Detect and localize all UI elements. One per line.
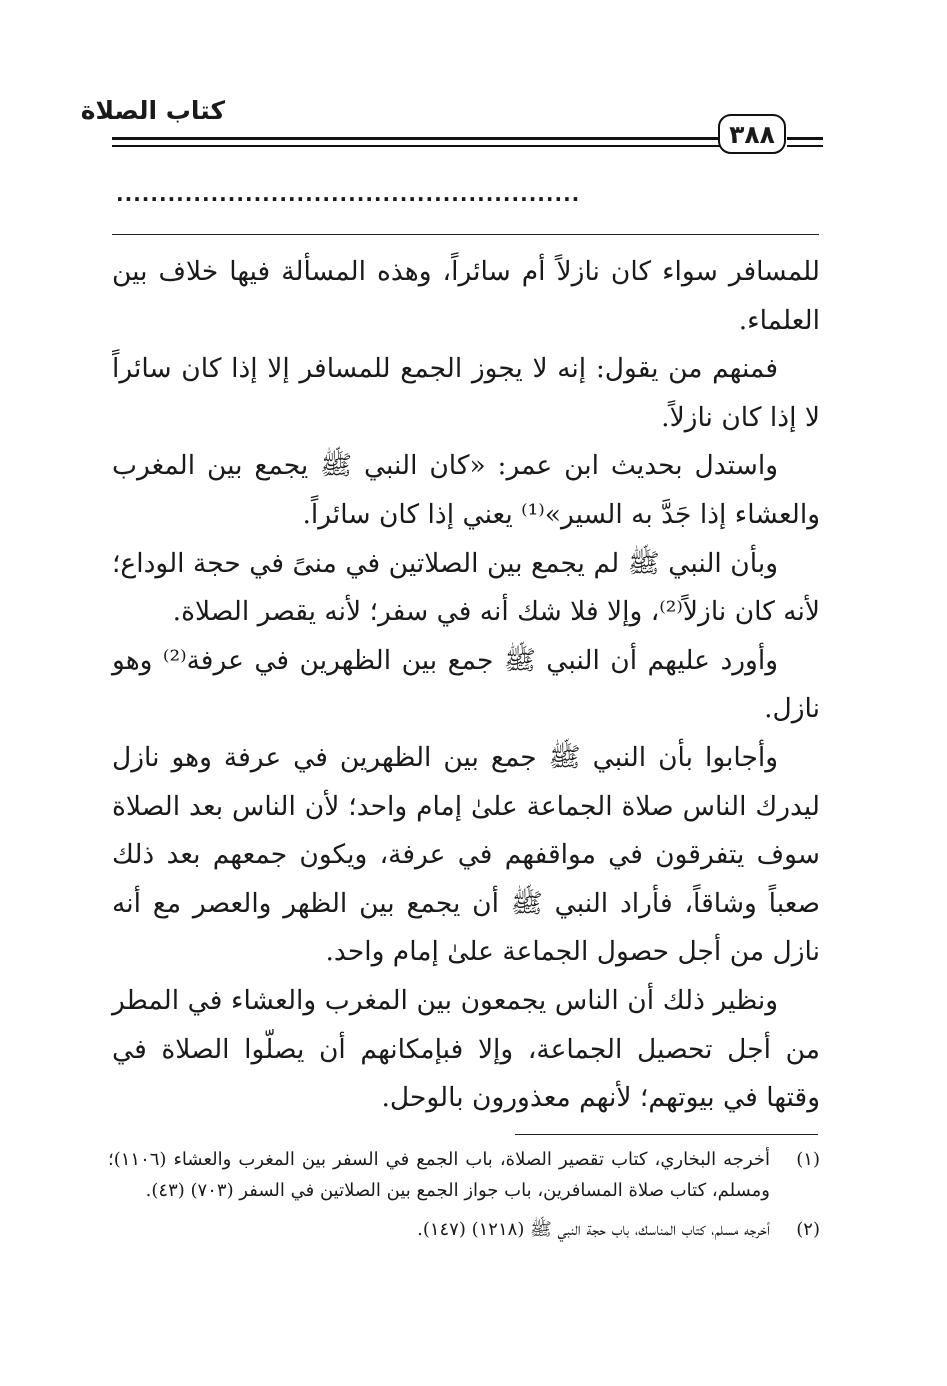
footnote-number: (٢) <box>796 1219 820 1240</box>
footnote-number: (١) <box>796 1149 820 1170</box>
header-rule-right-bottom <box>787 145 823 147</box>
paragraph: للمسافر سواء كان نازلاً أم سائراً، وهذه المسألة فيها خلاف بين العلماء. <box>112 256 820 336</box>
header-rule-bottom <box>112 145 720 147</box>
paragraph: ونظير ذلك أن الناس يجمعون بين المغرب والعشاء في المطر من أجل تحصيل الجماعة، وإلا فبإمكانهم أن يصلّوا الصلاة في وقتها في بيوتهم؛ لأنهم معذورون بالوحل. <box>112 984 820 1114</box>
paragraph: واستدل بحديث ابن عمر: «كان النبي ﷺ يجمع بين المغرب والعشاء إذا جَدَّ به السير»⁽¹⁾ يعني إذا كان سائراً. <box>112 450 820 530</box>
paragraph: وأورد عليهم أن النبي ﷺ جمع بين الظهرين في عرفة⁽²⁾ وهو نازل. <box>112 644 820 725</box>
paragraph: فمنهم من يقول: إنه لا يجوز الجمع للمسافر إلا إذا كان سائراً لا إذا كان نازلاً. <box>112 353 820 433</box>
page-number: ٣٨٨ <box>718 114 786 154</box>
footnote-separator <box>515 1134 818 1135</box>
footnote-text: أخرجه البخاري، كتاب تقصير الصلاة، باب الجمع في السفر بين المغرب والعشاء (١١٠٦)؛ ومسلم، كتاب صلاة المسافرين، باب جواز الجمع بين الصلاتين في السفر (٧٠٣) (٤٣). <box>108 1149 770 1201</box>
main-text <box>112 248 820 1123</box>
footnote <box>108 1144 820 1206</box>
dotted-separator: ...................................................... <box>116 182 581 206</box>
body-top-rule <box>112 234 819 235</box>
running-header-book-title: كتاب الصلاة <box>80 96 225 125</box>
header-rule-top <box>112 137 720 140</box>
footnotes <box>108 1144 820 1245</box>
header-rule-right-top <box>787 137 823 140</box>
paragraph: وبأن النبي ﷺ لم يجمع بين الصلاتين في منىً في حجة الوداع؛ لأنه كان نازلاً⁽²⁾، وإلا فلا شك أنه في سفر؛ لأنه يقصر الصلاة. <box>112 547 820 628</box>
footnote-text: أخرجه مسلم، كتاب المناسك، باب حجة النبي ﷺ (١٢١٨) (١٤٧). <box>417 1219 770 1240</box>
footnote <box>108 1214 820 1245</box>
paragraph: وأجابوا بأن النبي ﷺ جمع بين الظهرين في عرفة وهو نازل ليدرك الناس صلاة الجماعة علىٰ إمام واحد؛ لأن الناس بعد الصلاة سوف يتفرقون في مواقفهم في عرفة، ويكون جمعهم بعد ذلك صعباً وشاقاً، فأراد النبي ﷺ أن يجمع بين الظهر والعصر مع أنه نازل من أجل حصول الجماعة علىٰ إمام واحد. <box>112 741 820 968</box>
